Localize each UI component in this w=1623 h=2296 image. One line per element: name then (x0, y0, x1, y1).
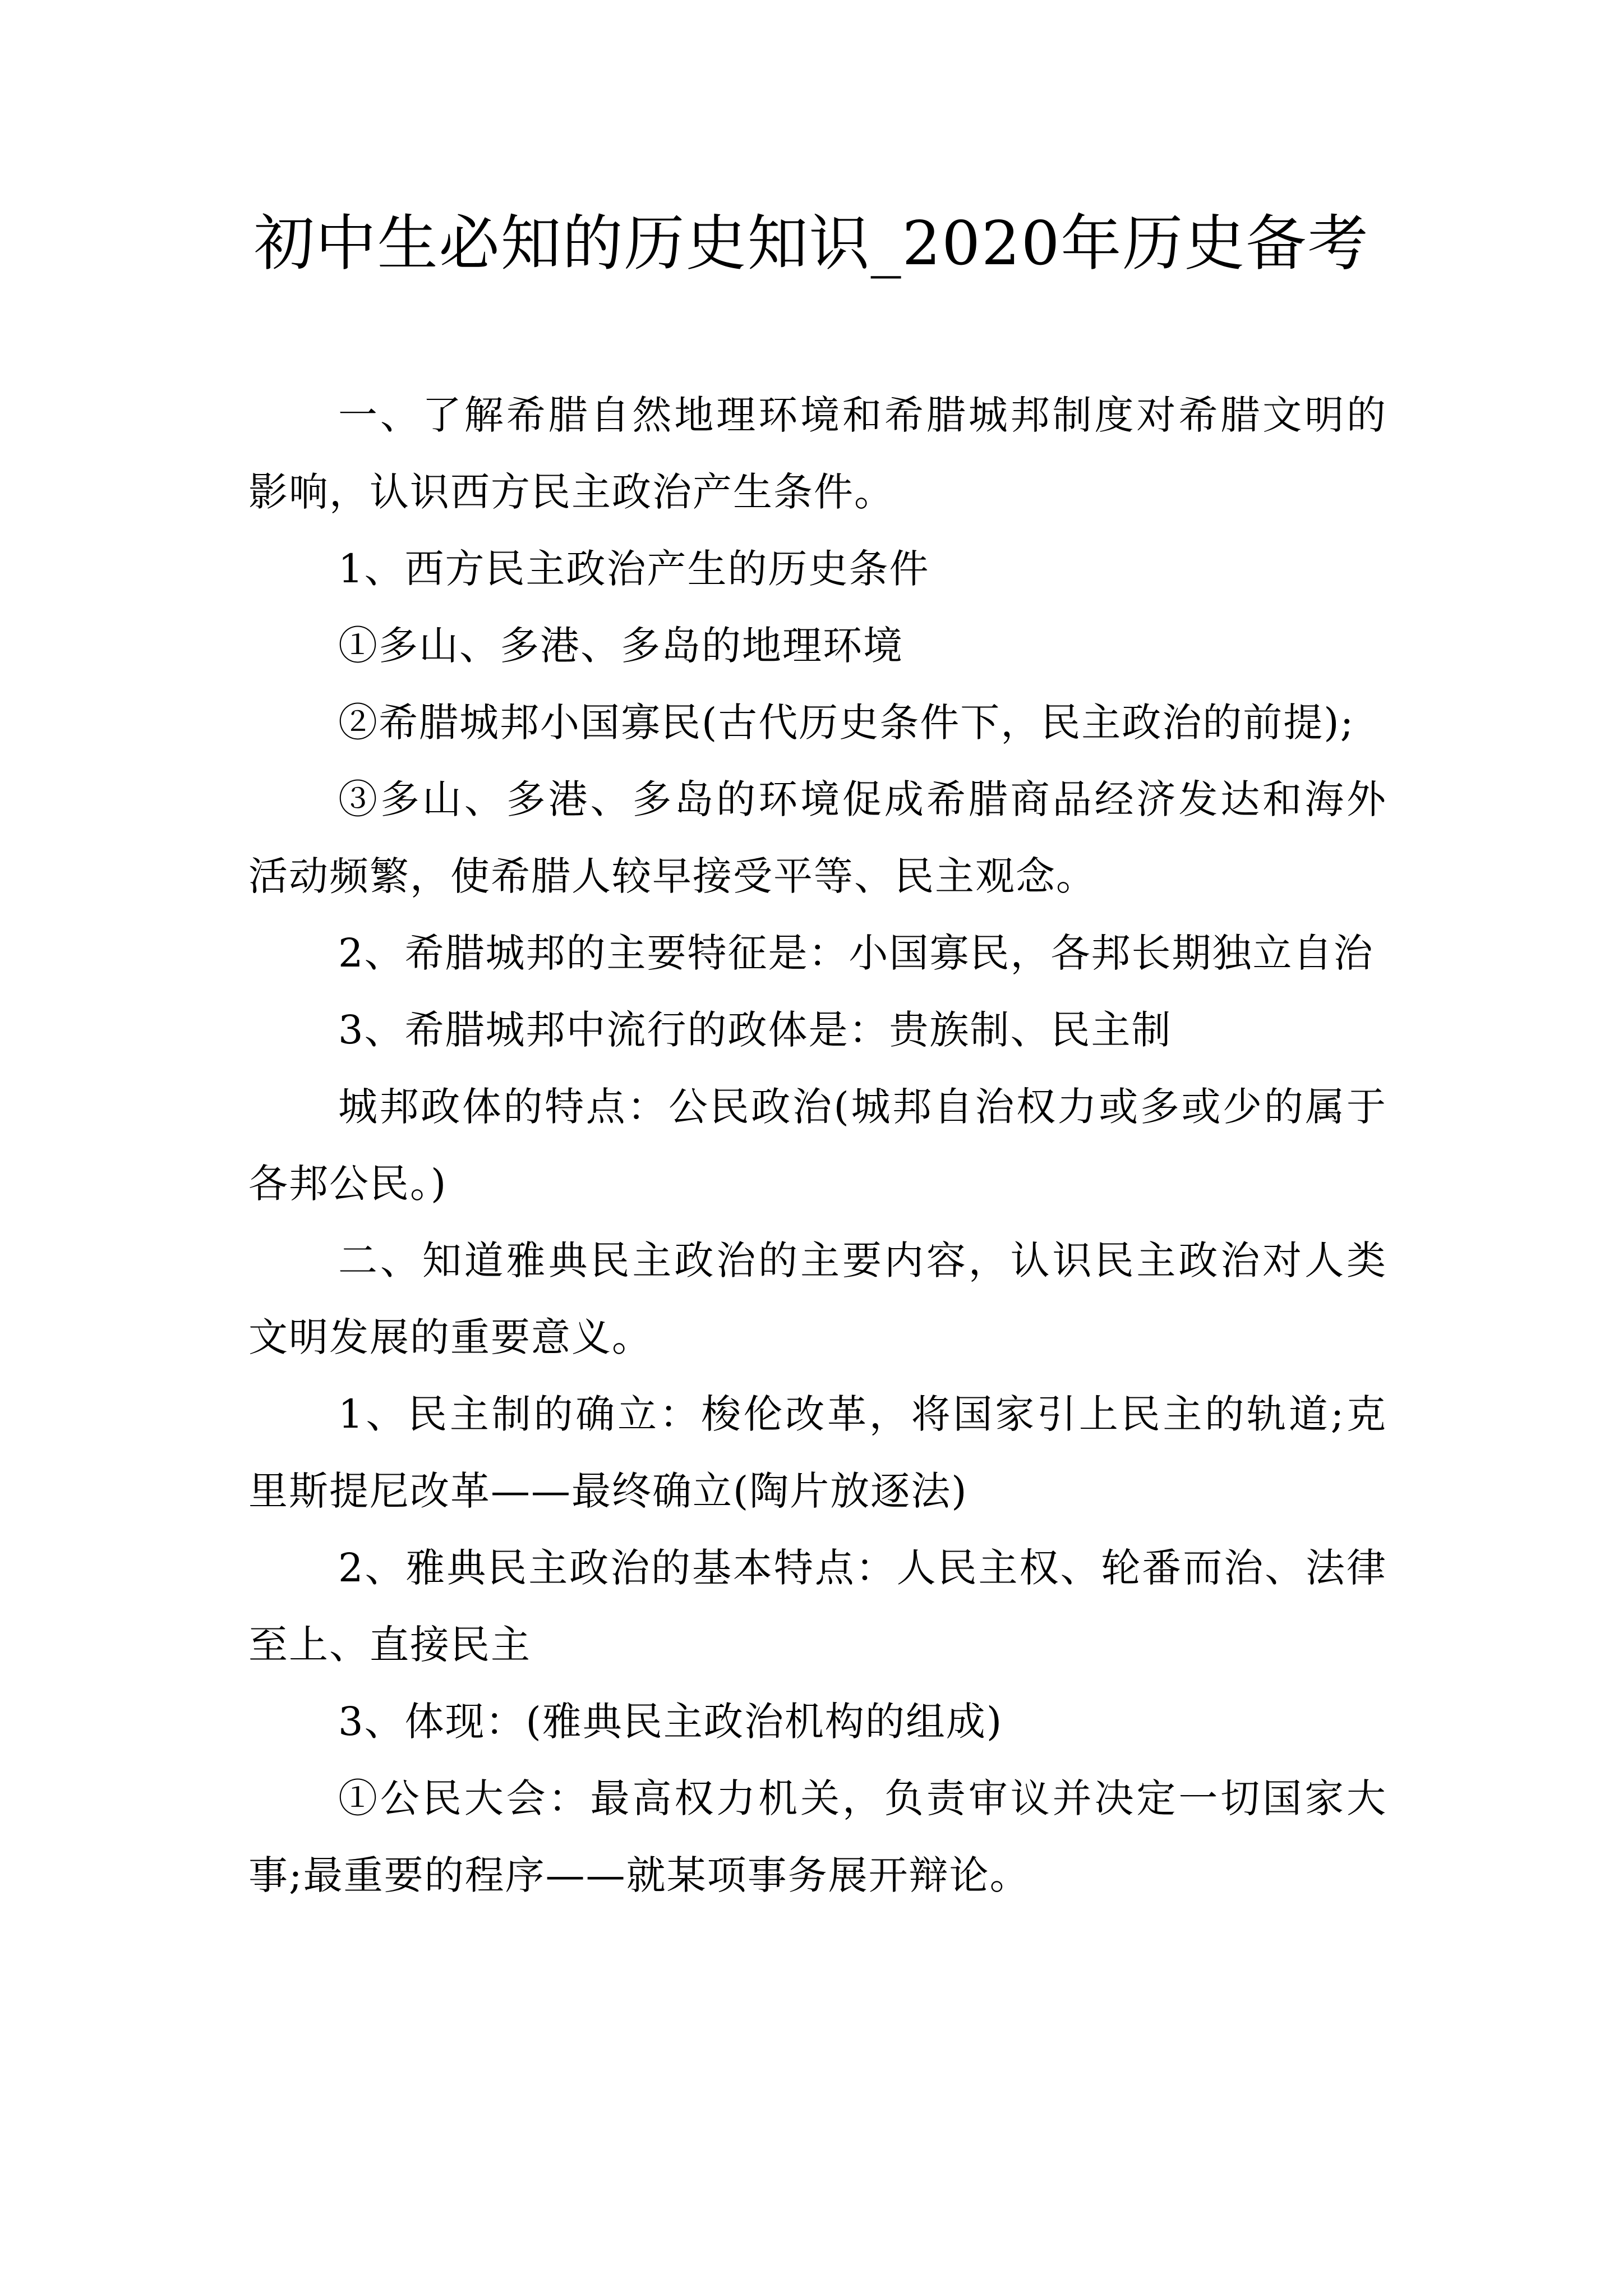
paragraph: 城邦政体的特点：公民政治(城邦自治权力或多或少的属于各邦公民。) (248, 1084, 1387, 1207)
paragraph: 3、体现：(雅典民主政治机构的组成) (338, 1699, 1003, 1745)
paragraph: 一、了解希腊自然地理环境和希腊城邦制度对希腊文明的影响，认识西方民主政治产生条件。 (248, 392, 1387, 515)
paragraph: ①公民大会：最高权力机关，负责审议并决定一切国家大事;最重要的程序——就某项事务展开辩论。 (248, 1775, 1387, 1898)
paragraph: ①多山、多港、多岛的地理环境 (338, 623, 903, 669)
page-title: 初中生必知的历史知识_2020年历史备考 (253, 209, 1370, 279)
paragraph: ②希腊城邦小国寡民(古代历史条件下，民主政治的前提); (338, 700, 1355, 746)
paragraph: 1、西方民主政治产生的历史条件 (338, 546, 930, 592)
paragraph: ③多山、多港、多岛的环境促成希腊商品经济发达和海外活动频繁，使希腊人较早接受平等、民主观念。 (248, 776, 1387, 899)
paragraph: 1、民主制的确立：梭伦改革，将国家引上民主的轨道;克里斯提尼改革——最终确立(陶片放逐法) (248, 1391, 1387, 1514)
paragraph: 2、希腊城邦的主要特征是：小国寡民，各邦长期独立自治 (338, 930, 1374, 976)
document-body (248, 377, 1387, 1914)
paragraph: 二、知道雅典民主政治的主要内容，认识民主政治对人类文明发展的重要意义。 (248, 1237, 1387, 1360)
paragraph: 3、希腊城邦中流行的政体是：贵族制、民主制 (338, 1007, 1172, 1053)
paragraph: 2、雅典民主政治的基本特点：人民主权、轮番而治、法律至上、直接民主 (248, 1545, 1387, 1668)
